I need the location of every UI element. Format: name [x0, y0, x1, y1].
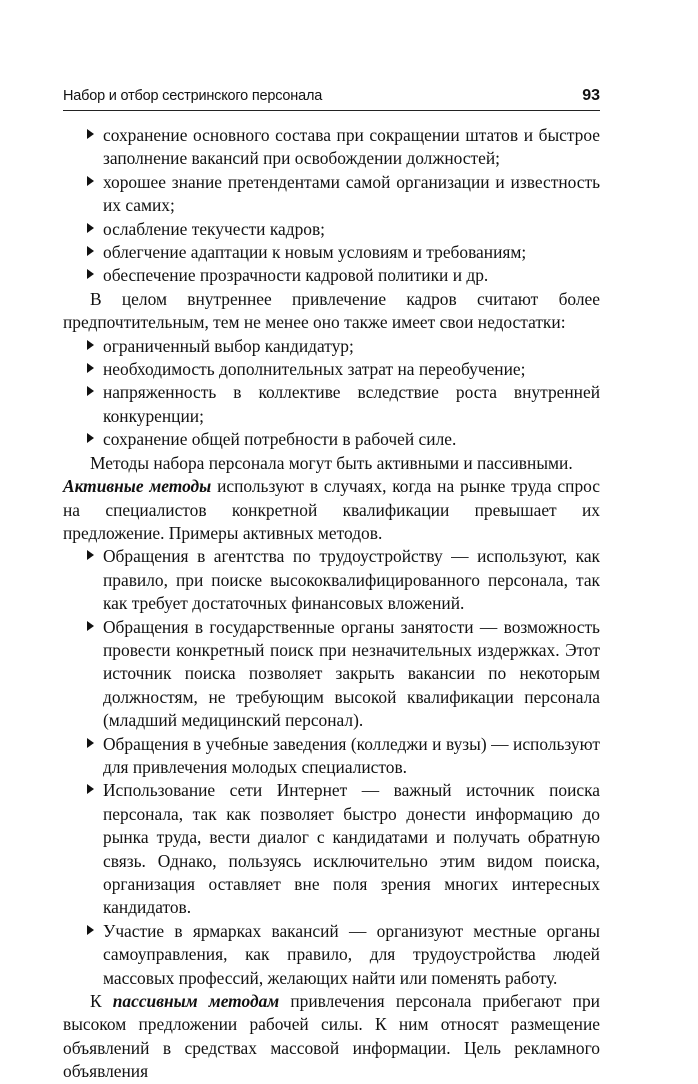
paragraph-active-methods: Активные методы используют в случаях, когда на рынке труда спрос на специалистов конкретной квалификации превышает их предложение. Примеры активных методов.	[63, 476, 600, 543]
page-number: 93	[582, 87, 600, 104]
list-item: облегчение адаптации к новым условиям и требованиям;	[63, 241, 600, 264]
disadvantages-list	[63, 335, 600, 452]
list-item: обеспечение прозрачности кадровой политики и др.	[63, 264, 600, 287]
running-title: Набор и отбор сестринского персонала	[63, 88, 323, 104]
list-item: Участие в ярмарках вакансий — организуют местные органы самоуправления, как правило, для трудоустройства людей массовых профессий, желающих найти или поменять работу.	[63, 920, 600, 990]
paragraph: Методы набора персонала могут быть активными и пассивными.	[90, 452, 573, 473]
bullet-arrow-icon	[87, 433, 94, 443]
bullet-arrow-icon	[87, 738, 94, 748]
list-item: Использование сети Интернет — важный источник поиска персонала, так как позволяет быстро донести информацию до рынка труда, вести диалог с кандидатами и получать обратную связь. Однако, пользуясь исключительно этим видом поиска, организация оставляет вне поля зрения многих интересных кандидатов.	[63, 779, 600, 919]
bullet-arrow-icon	[87, 386, 94, 396]
paragraph-passive-methods: К пассивным методам привлечения персонала прибегают при высоком предложении рабочей силы. К ним относят размещение объявлений в средствах массовой информации. Цель рекламного объявления	[63, 991, 600, 1082]
bullet-arrow-icon	[87, 784, 94, 794]
list-item: сохранение основного состава при сокращении штатов и быстрое заполнение вакансий при освобождении должностей;	[63, 124, 600, 171]
paragraph: В целом внутреннее привлечение кадров считают более предпочтительным, тем не менее оно также имеет свои недостатки:	[63, 288, 600, 333]
bullet-arrow-icon	[87, 269, 94, 279]
list-item: Обращения в государственные органы занятости — возможность провести конкретный поиск при незначительных издержках. Этот источник поиска позволяет закрыть вакансии по некоторым должностям, не требующим высокой квалификации персонала (младший медицинский персонал).	[63, 616, 600, 733]
list-item: ограниченный выбор кандидатур;	[63, 335, 600, 358]
list-item: сохранение общей потребности в рабочей силе.	[63, 428, 600, 451]
list-item: ослабление текучести кадров;	[63, 218, 600, 241]
bullet-arrow-icon	[87, 129, 94, 139]
list-item: напряженность в коллективе вследствие роста внутренней конкуренции;	[63, 381, 600, 428]
bullet-arrow-icon	[87, 340, 94, 350]
bullet-arrow-icon	[87, 925, 94, 935]
list-item: Обращения в агентства по трудоустройству — используют, как правило, при поиске высококвалифицированного персонала, так как требует достаточных финансовых вложений.	[63, 545, 600, 615]
advantages-list	[63, 124, 600, 288]
list-item: необходимость дополнительных затрат на переобучение;	[63, 358, 600, 381]
running-header	[63, 88, 600, 111]
page-body	[63, 124, 600, 1084]
bullet-arrow-icon	[87, 246, 94, 256]
term-passive-methods: пассивным методам	[112, 991, 280, 1012]
list-item: Обращения в учебные заведения (колледжи и вузы) — используют для привлечения молодых специалистов.	[63, 733, 600, 780]
bullet-arrow-icon	[87, 621, 94, 631]
list-item: хорошее знание претендентами самой организации и известность их самих;	[63, 171, 600, 218]
active-methods-list	[63, 545, 600, 990]
term-active-methods: Активные методы	[63, 476, 212, 497]
bullet-arrow-icon	[87, 176, 94, 186]
bullet-arrow-icon	[87, 223, 94, 233]
bullet-arrow-icon	[87, 550, 94, 560]
bullet-arrow-icon	[87, 363, 94, 373]
